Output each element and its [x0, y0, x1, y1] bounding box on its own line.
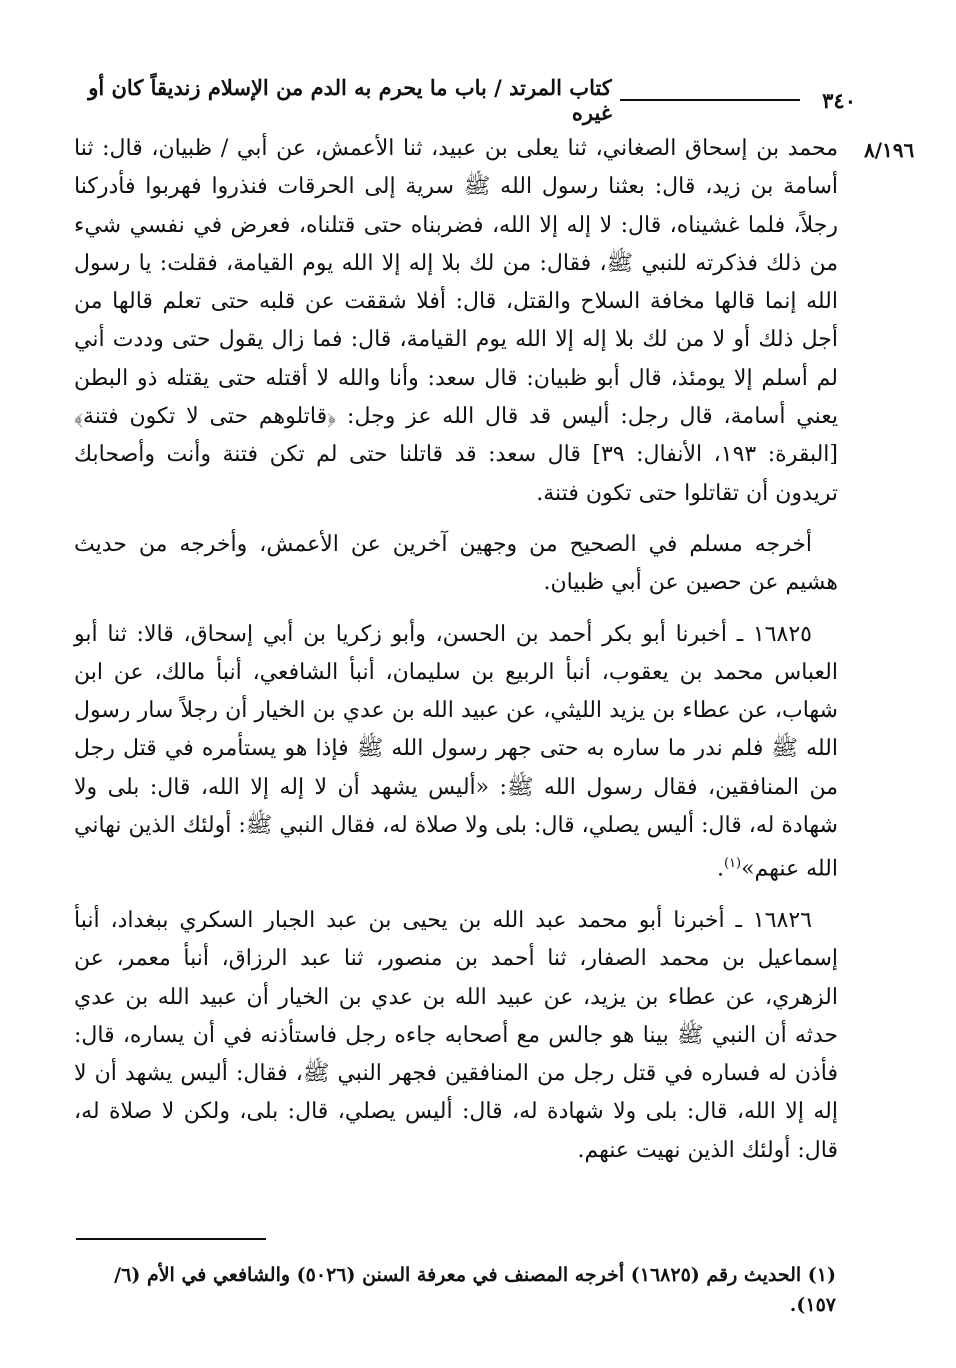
hadith-16826: ١٦٨٢٦ ـ أخبرنا أبو محمد عبد الله بن يحيى بن عبد الجبار السكري ببغداد، أنبأ إسماعيل بن محمد الصفار، ثنا أحمد بن منصور، ثنا عبد الرزاق، أنبأ معمر، عن الزهري، عن عطاء بن يزيد، عن عبيد الله بن عدي بن الخيار أن عبيد الله بن عدي حدثه أن النبي ﷺ بينا هو جالس مع أصحابه جاءه رجل فاستأذنه في أن يساره، قال: فأذن له فساره في قتل رجل من المنافقين فجهر النبي ﷺ، فقال: أليس يشهد أن لا إله إلا الله، قال: بلى ولا شهادة له، قال: أليس يصلي، قال: بلى، ولكن لا صلاة له، قال: أولئك الذين نهيت عنهم.: [74, 907, 838, 1163]
header-title: كتاب المرتد / باب ما يحرم به الدم من الإسلام زنديقاً كان أو غيره: [88, 75, 612, 125]
footnote-marker: (١): [723, 856, 742, 872]
footnote: (١) الحديث رقم (١٦٨٢٥) أخرجه المصنف في معرفة السنن (٥٠٢٦) والشافعي في الأم (٦/ ١٥٧).: [114, 1264, 836, 1316]
margin-volume-reference: ٨/١٩٦: [864, 138, 915, 162]
header-rule: [620, 99, 800, 101]
hadith-16825: [74, 616, 838, 889]
hadith-16825-text: ١٦٨٢٥ ـ أخبرنا أبو بكر أحمد بن الحسن، وأبو زكريا بن أبي إسحاق، قالا: ثنا أبو العباس محمد بن يعقوب، أنبأ الربيع بن سليمان، أنبأ الشافعي، أنبأ مالك، عن ابن شهاب، عن عطاء بن يزيد الليثي، عن عبيد الله بن عدي بن الخيار أن رجلاً سار رسول الله ﷺ فلم ندر ما ساره به حتى جهر رسول الله ﷺ فإذا هو يستأمره في قتل رجل من المنافقين، فقال رسول الله ﷺ: «أليس يشهد أن لا إله إلا الله، قال: بلى ولا شهادة له، قال: أليس يصلي، قال: بلى ولا صلاة له، فقال النبي ﷺ: أولئك الذين نهاني الله عنهم»: [74, 621, 838, 882]
hadith-paragraph-1: محمد بن إسحاق الصغاني، ثنا يعلى بن عبيد، ثنا الأعمش، عن أبي / ظبيان، قال: ثنا أسامة بن زيد، قال: بعثنا رسول الله ﷺ سرية إلى الحرقات فنذروا فهربوا فأدركنا رجلاً، فلما غشيناه، قال: لا إله إلا الله، فضربناه حتى قتلناه، فعرض في نفسي شيء من ذلك فذكرته للنبي ﷺ، فقال: من لك بلا إله إلا الله يوم القيامة، فقلت: يا رسول الله إنما قالها مخافة السلاح والقتل، قال: أفلا شققت عن قلبه حتى تعلم قالها من أجل ذلك أو لا من لك بلا إله إلا الله يوم القيامة، قال: فما زال يقول حتى وددت أني لم أسلم إلا يومئذ، قال أبو ظبيان: قال سعد: وأنا والله لا أقتله حتى يقتله ذو البطن يعني أسامة، قال رجل: أليس قد قال الله عز وجل: ﴿قاتلوهم حتى لا تكون فتنة﴾ [البقرة: ١٩٣، الأنفال: ٣٩] قال سعد: قد قاتلنا حتى لم تكن فتنة وأنت وأصحابك تريدون أن تقاتلوا حتى تكون فتنة.: [74, 136, 838, 506]
takhrij-paragraph: أخرجه مسلم في الصحيح من وجهين آخرين عن الأعمش، وأخرجه من حديث هشيم عن حصين عن أبي ظبيان.: [74, 531, 838, 596]
hadith-16825-end: .: [716, 856, 724, 882]
main-text: [74, 130, 838, 1170]
running-header: [70, 75, 856, 125]
footnote-divider: [76, 1238, 266, 1240]
page-number: ٣٤٠: [822, 87, 856, 113]
